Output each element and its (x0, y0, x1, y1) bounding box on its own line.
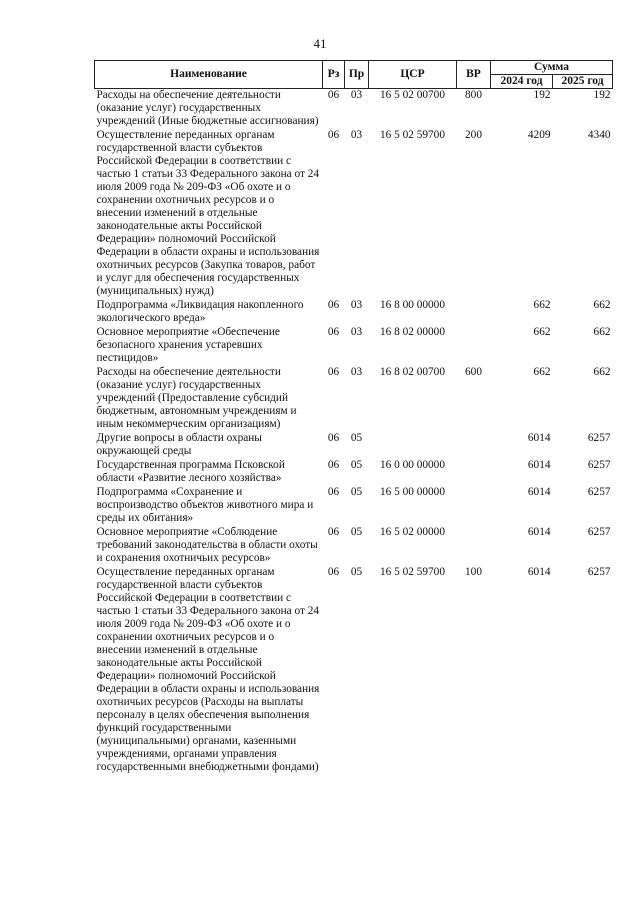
cell-vr: 200 (465, 129, 482, 141)
cell-y2025: 4340 (587, 129, 611, 141)
cell-name: Основное мероприятие «Обеспечение безопасного хранения устаревших пестицидов» (96, 326, 280, 364)
cell-y2024: 6014 (527, 486, 551, 498)
table-row (95, 459, 613, 486)
cell-name: Расходы на обеспечение деятельности (оказание услуг) государственных учреждений (Предоставление субсидий бюджетным, автономным учреждениям и иным некоммерческим организациям) (96, 366, 297, 430)
cell-y2025: 662 (593, 366, 611, 378)
cell-y2025: 6257 (587, 432, 611, 444)
cell-rz: 06 (327, 486, 340, 498)
cell-rz: 06 (327, 566, 340, 578)
cell-csr: 16 8 00 00000 (380, 299, 445, 311)
header-year-2024: 2024 год (491, 75, 553, 89)
cell-vr: 800 (465, 89, 482, 101)
header-pr: Пр (345, 61, 369, 89)
cell-csr: 16 5 02 59700 (380, 566, 445, 578)
cell-rz: 06 (327, 129, 340, 141)
cell-y2024: 6014 (527, 526, 551, 538)
cell-vr (457, 486, 491, 526)
header-csr: ЦСР (369, 61, 457, 89)
cell-vr: 100 (465, 566, 482, 578)
cell-vr (457, 459, 491, 486)
cell-pr: 05 (350, 526, 363, 538)
budget-table (94, 60, 613, 775)
cell-y2025: 6257 (587, 486, 611, 498)
cell-y2024: 6014 (527, 432, 551, 444)
cell-y2024: 6014 (527, 459, 551, 471)
table-row (95, 526, 613, 566)
cell-y2024: 662 (533, 326, 551, 338)
cell-y2024: 192 (533, 89, 551, 101)
table-row (95, 366, 613, 432)
cell-pr: 05 (350, 486, 363, 498)
table-row (95, 89, 613, 130)
cell-y2025: 662 (593, 299, 611, 311)
cell-rz: 06 (327, 326, 340, 338)
cell-pr: 03 (350, 366, 363, 378)
table-row (95, 432, 613, 459)
cell-name: Подпрограмма «Ликвидация накопленного экологического вреда» (96, 299, 304, 324)
cell-rz: 06 (327, 366, 340, 378)
cell-name: Осуществление переданных органам государственной власти субъектов Российской Федерации в соответствии с частью 1 статьи 33 Федерального закона от 24 июля 2009 года № 209-ФЗ «Об охоте и о сохранении охотничьих ресурсов и о внесении изменений в отдельные законодательные акты Российской Федерации» полномочий Российской Федерации в области охраны и использования охотничьих ресурсов (Расходы на выплаты персоналу в целях обеспечения выполнения функций государственными (муниципальными) органами, казенными учреждениями, органами управления государственными внебюджетными фондами) (96, 566, 320, 773)
table-row (95, 486, 613, 526)
cell-pr: 03 (350, 89, 363, 101)
page-number: 41 (313, 36, 327, 51)
cell-pr: 03 (350, 299, 363, 311)
cell-vr: 600 (465, 366, 482, 378)
cell-rz: 06 (327, 299, 340, 311)
cell-y2024: 662 (533, 299, 551, 311)
header-rz: Рз (323, 61, 345, 89)
table-row (95, 129, 613, 299)
table-row (95, 566, 613, 775)
table-body (95, 89, 613, 776)
cell-rz: 06 (327, 89, 340, 101)
cell-csr: 16 8 02 00000 (380, 326, 445, 338)
cell-y2025: 6257 (587, 566, 611, 578)
cell-vr (457, 526, 491, 566)
cell-pr: 03 (350, 326, 363, 338)
cell-name: Подпрограмма «Сохранение и воспроизводство объектов животного мира и среды их обитания» (96, 486, 314, 524)
cell-pr: 03 (350, 129, 363, 141)
cell-pr: 05 (350, 459, 363, 471)
cell-vr (457, 299, 491, 326)
cell-y2024: 4209 (527, 129, 551, 141)
cell-y2025: 6257 (587, 526, 611, 538)
cell-rz: 06 (327, 526, 340, 538)
cell-csr: 16 8 02 00700 (380, 366, 445, 378)
cell-csr: 16 0 00 00000 (380, 459, 445, 471)
header-name: Наименование (95, 61, 323, 89)
header-year-2025: 2025 год (553, 75, 613, 89)
cell-name: Государственная программа Псковской области «Развитие лесного хозяйства» (96, 459, 285, 484)
table-header (95, 61, 613, 89)
cell-name: Другие вопросы в области охраны окружающей среды (96, 432, 262, 457)
cell-vr (457, 432, 491, 459)
cell-name: Основное мероприятие «Соблюдение требований законодательства в области охоты и сохранения охотничьих ресурсов» (96, 526, 318, 564)
table-row (95, 326, 613, 366)
cell-y2025: 662 (593, 326, 611, 338)
cell-csr (369, 432, 457, 459)
cell-csr: 16 5 02 59700 (380, 129, 445, 141)
header-sum: Сумма (491, 61, 613, 75)
cell-csr: 16 5 02 00700 (380, 89, 445, 101)
cell-csr: 16 5 00 00000 (380, 486, 445, 498)
cell-pr: 05 (350, 432, 363, 444)
cell-name: Осуществление переданных органам государственной власти субъектов Российской Федерации в соответствии с частью 1 статьи 33 Федерального закона от 24 июля 2009 года № 209-ФЗ «Об охоте и о сохранении охотничьих ресурсов и о внесении изменений в отдельные законодательные акты Российской Федерации» полномочий Российской Федерации в области охраны и использования охотничьих ресурсов (Закупка товаров, работ и услуг для обеспечения государственных (муниципальных) нужд) (96, 129, 320, 297)
cell-y2024: 662 (533, 366, 551, 378)
cell-csr: 16 5 02 00000 (380, 526, 445, 538)
cell-y2025: 6257 (587, 459, 611, 471)
cell-pr: 05 (350, 566, 363, 578)
cell-vr (457, 326, 491, 366)
cell-name: Расходы на обеспечение деятельности (оказание услуг) государственных учреждений (Иные бюджетные ассигнования) (96, 89, 319, 127)
cell-y2024: 6014 (527, 566, 551, 578)
cell-y2025: 192 (593, 89, 611, 101)
cell-rz: 06 (327, 432, 340, 444)
table-row (95, 299, 613, 326)
cell-rz: 06 (327, 459, 340, 471)
header-vr: ВР (457, 61, 491, 89)
